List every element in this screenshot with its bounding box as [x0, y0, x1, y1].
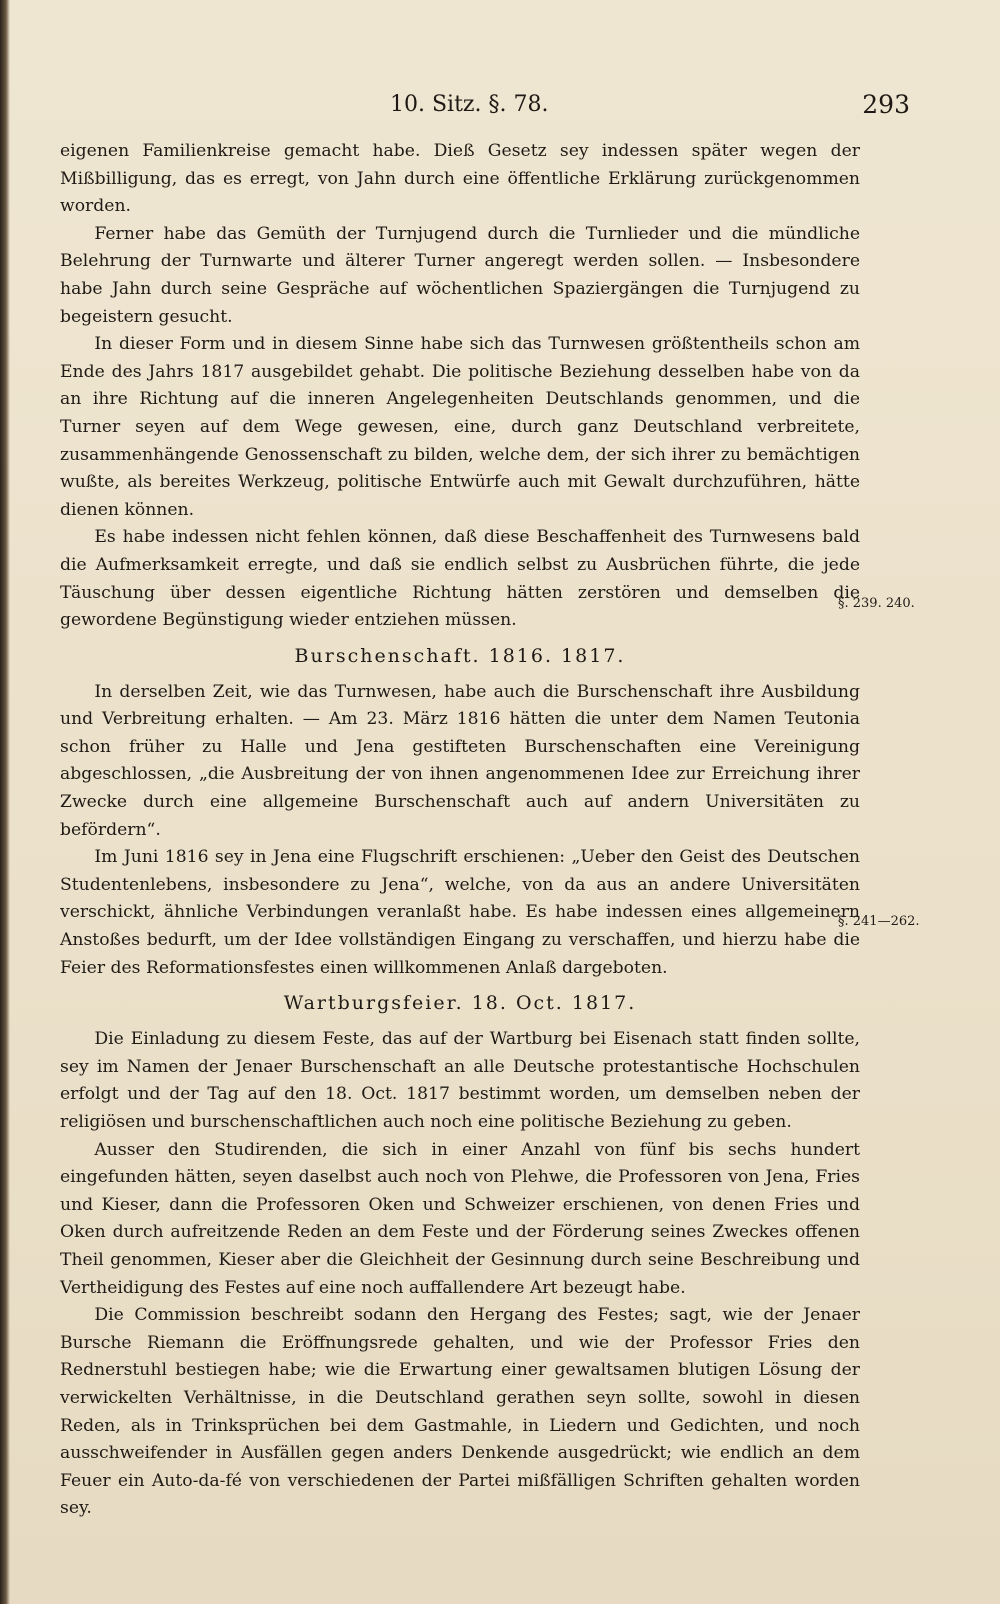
paragraph: Die Commission beschreibt sodann den Hergang des Festes; sagt, wie der Jenaer Bursche Riemann die Eröffnungsrede gehalten, und wie der Professor Fries den Rednerstuhl bestiegen habe; wie die Erwartung einer gewaltsamen blutigen Lösung der verwickelten Verhältnisse, in die Deutschland gerathen seyn sollte, sowohl in diesen Reden, als in Trinksprüchen bei dem Gastmahle, in Liedern und Gedichten, und noch ausschweifender in Ausfällen gegen anders Denkende ausgedrückt; wie endlich an dem Feuer ein Auto-da-fé von verschiedenen der Partei mißfälligen Schriften gehalten worden sey. — [60, 1305, 860, 1519]
body-text — [60, 138, 860, 1523]
paragraph: In derselben Zeit, wie das Turnwesen, habe auch die Burschenschaft ihre Ausbildung und Verbreitung erhalten. — Am 23. März 1816 hätten die unter dem Namen Teutonia schon früher zu Halle und Jena gestifteten Burschenschaften eine Vereinigung abgeschlossen, „die Ausbreitung der von ihnen angenommenen Idee zur Erreichung ihrer Zwecke durch eine allgemeine Burschenschaft auch auf andern Universitäten zu befördern“. — [60, 681, 860, 840]
paragraph: Es habe indessen nicht fehlen können, daß diese Beschaffenheit des Turnwesens bald die Aufmerksamkeit erregte, und daß sie endlich selbst zu Ausbrüchen führte, die jede Täuschung über dessen eigentliche Richtung hätten zerstören und demselben die gewordene Begünstigung wieder entziehen müssen. — [60, 527, 860, 631]
page-header — [60, 92, 940, 132]
page-binding-edge — [0, 0, 10, 1604]
paragraph: eigenen Familienkreise gemacht habe. Dieß Gesetz sey indessen später wegen der Mißbilligung, das es erregt, von Jahn durch eine öffentliche Erklärung zurückgenommen worden. — [60, 141, 860, 217]
section-heading-wartburg: Wartburgsfeier. 18. Oct. 1817. — [283, 992, 637, 1015]
paragraph: Ausser den Studirenden, die sich in einer Anzahl von fünf bis sechs hundert eingefunden hätten, seyen daselbst auch noch von Plehwe, die Professoren von Jena, Fries und Kieser, dann die Professoren Oken und Schweizer erschienen, von denen Fries und Oken durch aufreitzende Reden an dem Feste und der Förderung seines Zweckes offenen Theil genommen, Kieser aber die Gleichheit der Gesinnung durch seine Beschreibung und Vertheidigung des Festes auf eine noch auffallendere Art bezeugt habe. — [60, 1139, 860, 1298]
paragraph: Im Juni 1816 sey in Jena eine Flugschrift erschienen: „Ueber den Geist des Deutschen Studentenlebens, insbesondere zu Jena“, welche, von da aus an andere Universitäten verschickt, ähnliche Verbindungen veranlaßt habe. Es habe indessen eines allgemeinern Anstoßes bedurft, um der Idee vollständigen Eingang zu verschaffen, und hierzu habe die Feier des Reformationsfestes einen willkommenen Anlaß dargeboten. — [60, 847, 860, 978]
margin-note-burschenschaft: §. 239. 240. — [838, 596, 915, 611]
paragraph: Die Einladung zu diesem Feste, das auf der Wartburg bei Eisenach statt finden sollte, sey im Namen der Jenaer Burschenschaft an alle Deutsche protestantische Hochschulen erfolgt und der Tag auf den 18. Oct. 1817 bestimmt worden, um demselben neben der religiösen und burschenschaftlichen auch noch eine politische Beziehung zu geben. — [60, 1029, 860, 1132]
paragraph: In dieser Form und in diesem Sinne habe sich das Turnwesen größtentheils schon am Ende des Jahrs 1817 ausgebildet gehabt. Die politische Beziehung desselben habe von da an ihre Richtung auf die inneren Angelegenheiten Deutschlands genommen, und die Turner seyen auf dem Wege gewesen, eine, durch ganz Deutschland verbreitete, zusammenhängende Genossenschaft zu bilden, welche dem, der sich ihrer zu bemächtigen wußte, als bereites Werkzeug, politische Entwürfe auch mit Gewalt durchzuführen, hätte dienen können. — [60, 334, 860, 520]
paragraph: Ferner habe das Gemüth der Turnjugend durch die Turnlieder und die mündliche Belehrung der Turnwarte und älterer Turner angeregt werden sollen. — Insbesondere habe Jahn durch seine Gespräche auf wöchentlichen Spaziergängen die Turnjugend zu begeistern gesucht. — [60, 223, 860, 327]
margin-note-wartburg: §. 241—262. — [838, 914, 920, 929]
page-number: 293 — [862, 90, 910, 119]
section-heading-burschenschaft: Burschenschaft. 1816. 1817. — [294, 644, 626, 667]
running-head: 10. Sitz. §. 78. — [390, 92, 549, 117]
